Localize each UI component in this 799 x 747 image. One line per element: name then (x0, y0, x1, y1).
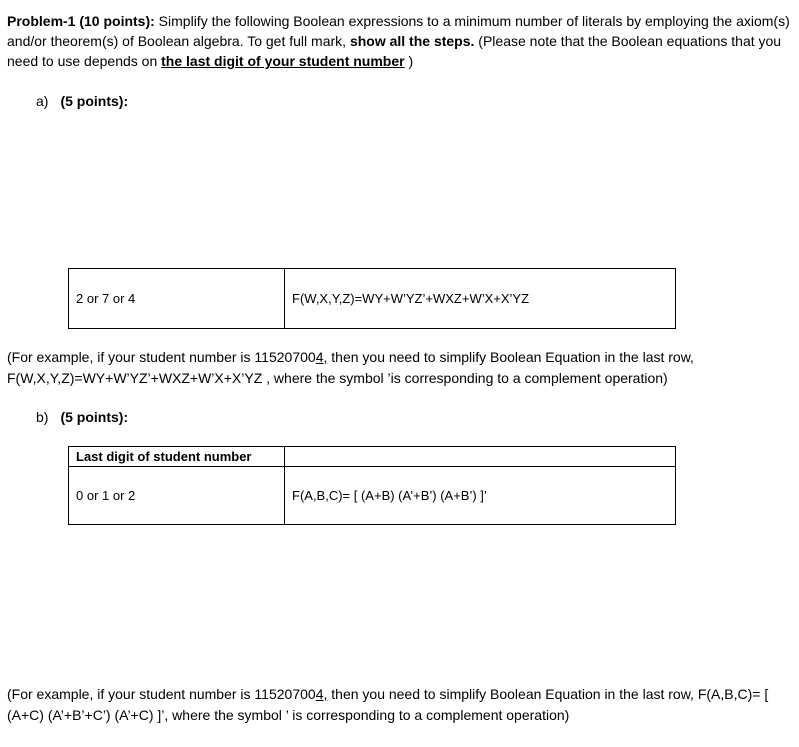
problem-statement (7, 11, 792, 71)
problem-text-3: ) (404, 53, 414, 69)
part-a-letter: a) (36, 93, 49, 109)
part-b-example-text-1: (For example, if your student number is 11520700 (7, 686, 316, 702)
part-b-heading (36, 409, 128, 425)
part-b-table (68, 446, 676, 525)
problem-text-1: Simplify the following Boolean expressions to a minimum number of literals by employing the axiom(s) and/or theorem(s) of Boolean algebra. To get full mark, (7, 13, 790, 49)
part-b-equation-cell: F(A,B,C)= [ (A+B) (A’+B’) (A+B’) ]’ (285, 467, 676, 525)
part-a-digits-cell: 2 or 7 or 4 (69, 269, 285, 329)
table-row (69, 467, 676, 525)
show-steps-emphasis: show all the steps. (349, 33, 475, 49)
part-b-example (7, 684, 792, 726)
part-b-header-cell: Last digit of student number (69, 447, 285, 467)
part-b-letter: b) (36, 409, 49, 425)
part-b-example-digit: 4, (315, 686, 328, 702)
part-a-example-digit: 4, (315, 349, 328, 365)
table-row (69, 447, 676, 467)
part-a-heading (36, 93, 128, 109)
part-a-example-text-1: (For example, if your student number is 11520700 (7, 349, 316, 365)
part-b-digits-cell: 0 or 1 or 2 (69, 467, 285, 525)
problem-title: Problem-1 (10 points): (7, 13, 155, 29)
part-b-points: (5 points): (60, 409, 129, 425)
part-a-example (7, 347, 792, 389)
part-a-points: (5 points): (60, 93, 129, 109)
last-digit-emphasis: the last digit of your student number (161, 53, 405, 69)
table-row (69, 269, 676, 329)
part-a-equation-cell: F(W,X,Y,Z)=WY+W’YZ’+WXZ+W’X+X’YZ (285, 269, 676, 329)
problem-text-2: (Please note that the Boolean equations that you need to use depends on (7, 33, 782, 69)
part-a-example-text-2: then you need to simplify Boolean Equation in the last row, F(W,X,Y,Z)=WY+W’YZ’+WXZ+W’X+X’YZ , where the symbol ’is corresponding to a complement operation) (7, 349, 694, 386)
part-a-table (68, 268, 676, 329)
part-b-example-text-2: then you need to simplify Boolean Equation in the last row, F(A,B,C)= [ (A+C) (A’+B’+C’) (A’+C) ]’, where the symbol ’ is corresponding to a complement operation) (7, 686, 769, 723)
part-b-header-empty-cell (285, 447, 676, 467)
